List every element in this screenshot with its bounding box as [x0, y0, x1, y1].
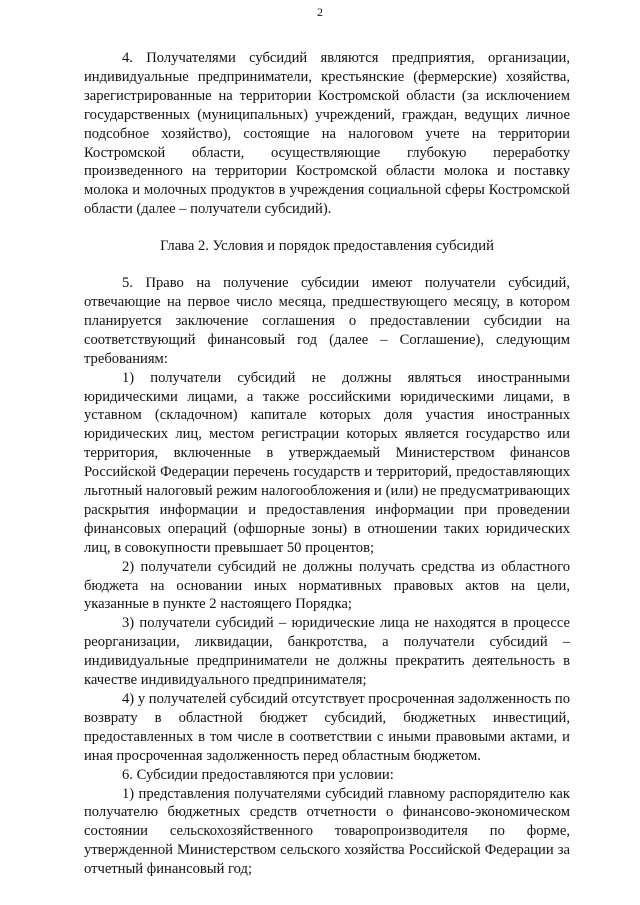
paragraph-item-4: 4. Получателями субсидий являются предприятия, организации, индивидуальные предприниматели, крестьянские (фермерские) хозяйства, зарегистрированные на территории Костромской области (за исключением государственных (муниципальных) учреждений, граждан, ведущих личное подсобное хозяйство), состоящие на налоговом учете на территории Костромской области, осуществляющие глубокую переработку произведенного на территории Костромской области молока и поставку молока и молочных продуктов в учреждения социальной сферы Костромской области (далее – получатели субсидий). — [84, 50, 570, 218]
document-body — [84, 49, 570, 879]
paragraph-requirement-2: 2) получатели субсидий не должны получать средства из областного бюджета на основании иных нормативных правовых актов на цели, указанные в пункте 2 настоящего Порядка; — [84, 558, 570, 613]
paragraph-requirement-3: 3) получатели субсидий – юридические лица не находятся в процессе реорганизации, ликвидации, банкротства, а получатели субсидий – индивидуальные предприниматели не должны прекратить деятельность в качестве индивидуального предпринимателя; — [84, 615, 570, 689]
paragraph-item-5: 5. Право на получение субсидии имеют получатели субсидий, отвечающие на первое число месяца, предшествующего месяцу, в котором планируется заключение соглашения о предоставлении субсидии на соответствующий финансовый год (далее – Соглашение), следующим требованиям: — [84, 275, 570, 367]
paragraph-requirement-4: 4) у получателей субсидий отсутствует просроченная задолженность по возврату в областной бюджет субсидий, бюджетных инвестиций, предоставленных в том числе в соответствии с иными правовыми актами, и иная просроченная задолженность перед областным бюджетом. — [84, 691, 570, 764]
paragraph-item-6: 6. Субсидии предоставляются при условии: — [122, 766, 394, 783]
paragraph-requirement-1: 1) получатели субсидий не должны являться иностранными юридическими лицами, а также российскими юридическими лицами, в уставном (складочном) капитале которых доля участия иностранных юридических лиц, местом регистрации которых является государство или территория, включенные в утверждаемый Министерством финансов Российской Федерации перечень государств и территорий, предоставляющих льготный налоговый режим налогообложения и (или) не предусматривающих раскрытия информации и предоставления информации при проведении финансовых операций (офшорные зоны) в отношении таких юридических лиц, в совокупности превышает 50 процентов; — [84, 369, 570, 556]
page-number: 2 — [317, 5, 323, 19]
paragraph-condition-1: 1) представления получателями субсидий главному распорядителю как получателю бюджетных средств отчетности о финансово-экономическом состоянии сельскохозяйственного товаропроизводителя по форме, утвержденной Министерством сельского хозяйства Российской Федерации за отчетный финансовый год; — [84, 785, 570, 878]
chapter-heading: Глава 2. Условия и порядок предоставления субсидий — [160, 238, 494, 255]
